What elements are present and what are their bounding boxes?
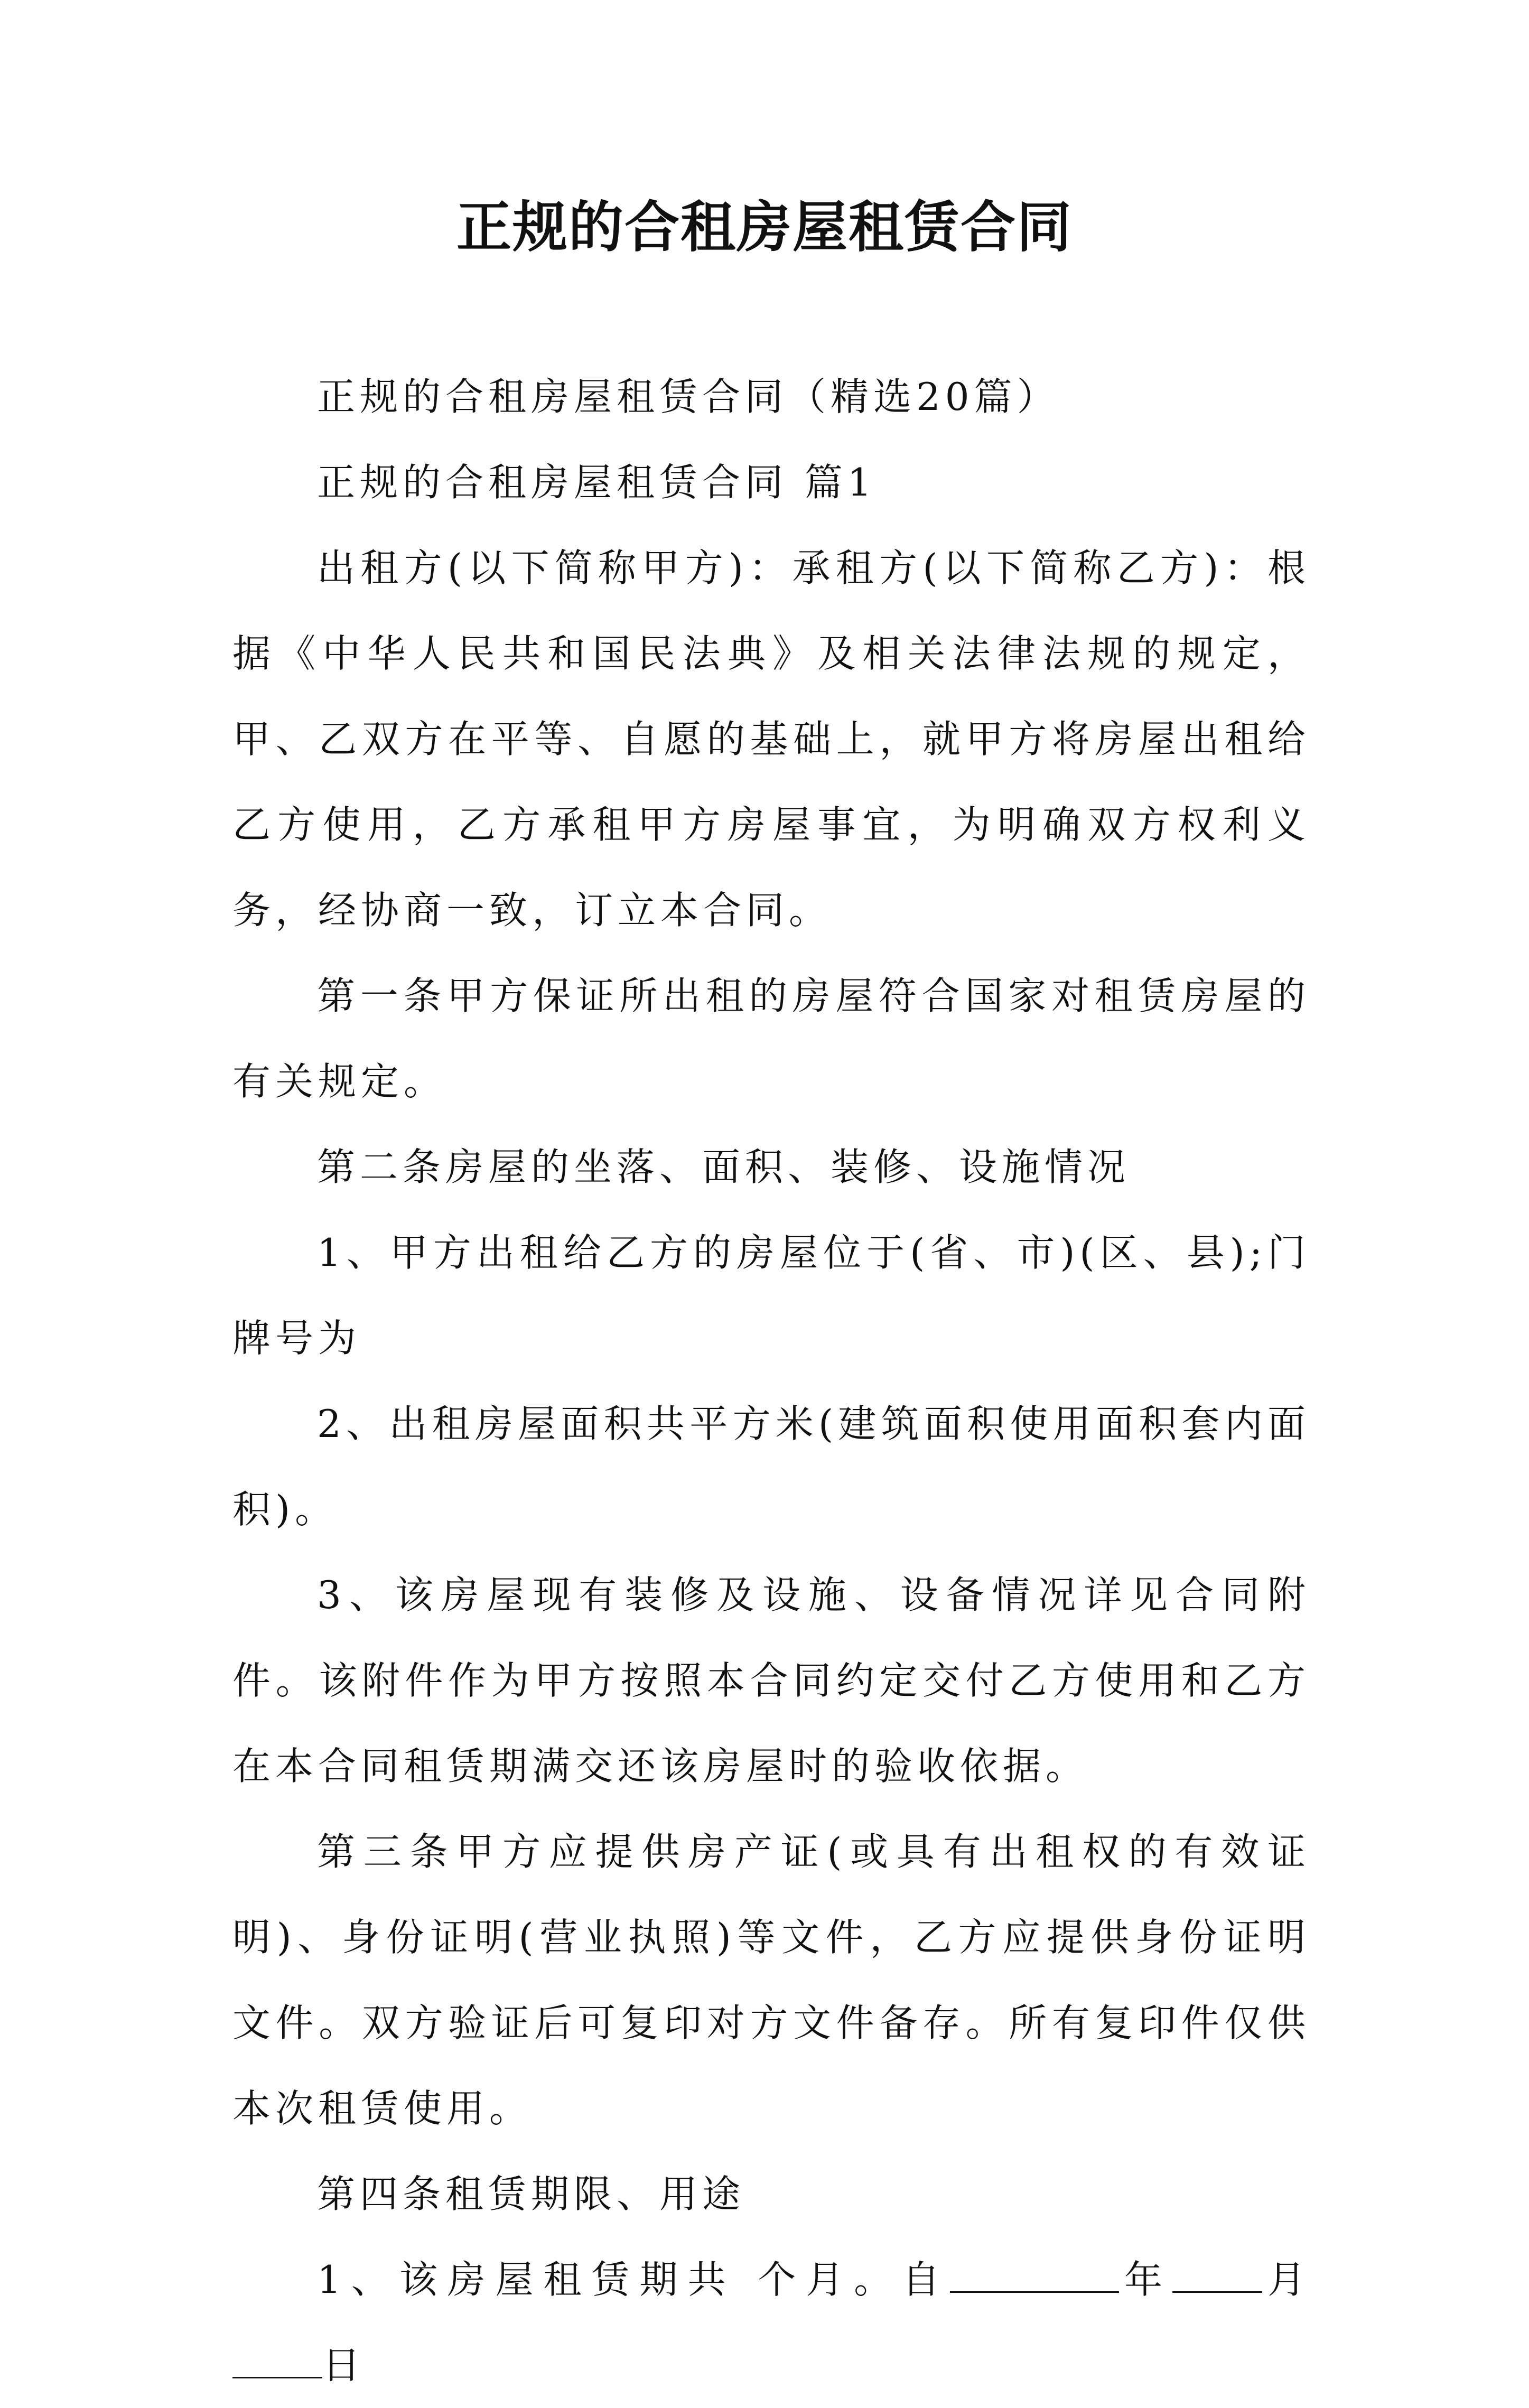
lease-term-prefix: 1、该房屋租赁期共 个月。自 (317, 2257, 950, 2302)
month-label: 月 (1262, 2257, 1310, 2302)
year-label: 年 (1119, 2257, 1173, 2302)
day-blank (232, 2346, 322, 2378)
document-body (232, 354, 1310, 2408)
paragraph-article-4: 第四条租赁期限、用途 (317, 2172, 745, 2216)
year-blank (950, 2261, 1119, 2293)
paragraph-article-4-item-1 (232, 2237, 1310, 2408)
day-label: 日 (322, 2343, 366, 2387)
paragraph-article-3: 第三条甲方应提供房产证(或具有出租权的有效证明)、身份证明(营业执照)等文件，乙方应提供身份证明文件。双方验证后可复印对方文件备存。所有复印件仅供本次租赁使用。 (232, 1830, 1310, 2131)
section-heading: 正规的合租房屋租赁合同 篇1 (317, 460, 877, 505)
paragraph-preamble: 出租方(以下简称甲方)：承租方(以下简称乙方)：根据《中华人民共和国民法典》及相关法律法规的规定，甲、乙双方在平等、自愿的基础上，就甲方将房屋出租给乙方使用，乙方承租甲方房屋事宜，为明确双方权利义务，经协商一致，订立本合同。 (232, 546, 1310, 932)
paragraph-article-1: 第一条甲方保证所出租的房屋符合国家对租赁房屋的有关规定。 (232, 974, 1310, 1104)
paragraph-article-2: 第二条房屋的坐落、面积、装修、设施情况 (317, 1145, 1131, 1189)
document-title: 正规的合租房屋租赁合同 (456, 194, 1073, 259)
paragraph-article-2-item-2: 2、出租房屋面积共平方米(建筑面积使用面积套内面积)。 (232, 1402, 1310, 1532)
paragraph-article-2-item-3: 3、该房屋现有装修及设施、设备情况详见合同附件。该附件作为甲方按照本合同约定交付乙方使用和乙方在本合同租赁期满交还该房屋时的验收依据。 (232, 1573, 1310, 1788)
paragraph-article-2-item-1: 1、甲方出租给乙方的房屋位于(省、市)(区、县);门牌号为 (232, 1230, 1310, 1360)
document-subtitle: 正规的合租房屋租赁合同（精选20篇） (317, 375, 1060, 419)
month-blank (1172, 2261, 1262, 2293)
